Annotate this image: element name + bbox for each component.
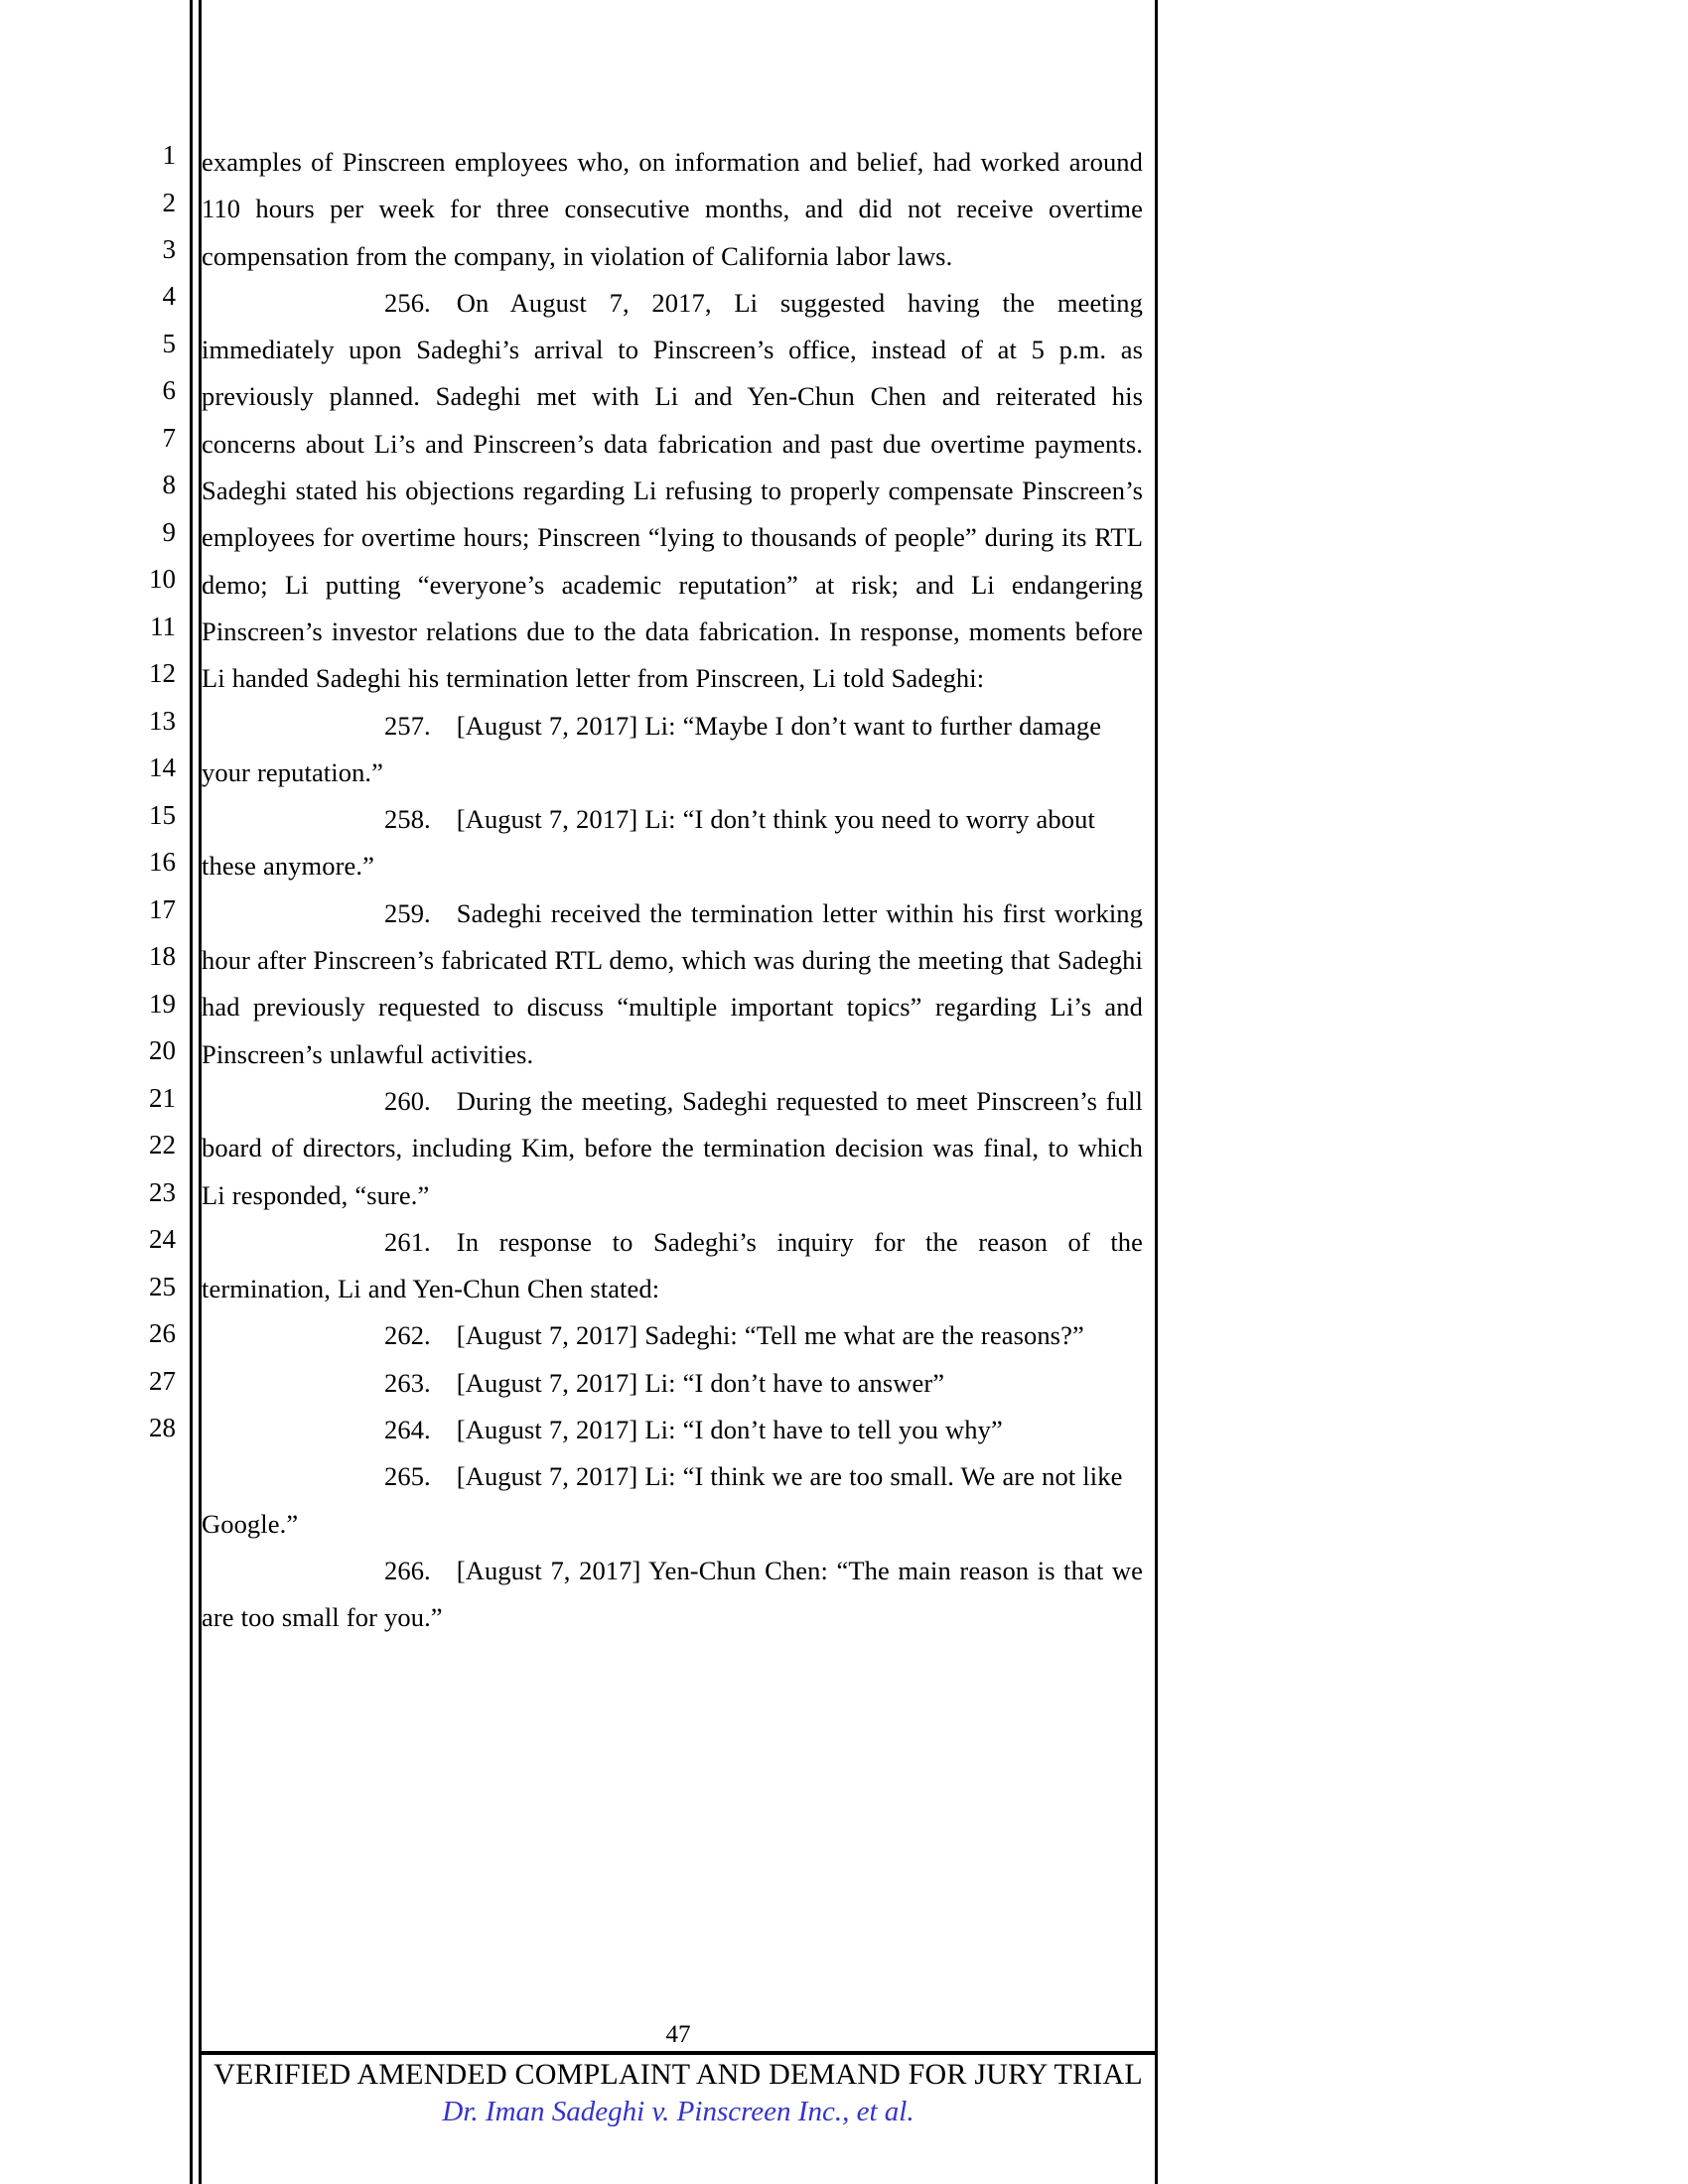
line-number: 19 (149, 989, 176, 1019)
line-number: 23 (149, 1177, 176, 1207)
page-number: 47 (665, 2021, 691, 2048)
paragraph-262 (202, 1312, 1143, 1359)
footer-case-caption: Dr. Iman Sadeghi v. Pinscreen Inc., et al. (442, 2096, 914, 2127)
paragraph-259 (202, 890, 1143, 1078)
line-number: 26 (149, 1318, 176, 1348)
page-footer (202, 2021, 1155, 2129)
paragraph-text: [August 7, 2017] Sadeghi: “Tell me what are the reasons?” (456, 1320, 1084, 1351)
paragraph-text: examples of Pinscreen employees who, on information and belief, had worked around 110 hours per week for three consecutive months, and did not receive overtime compensation from the company, in violation of California labor laws. (202, 147, 1143, 271)
paragraph-265 (202, 1453, 1143, 1548)
paragraph-text: [August 7, 2017] Yen-Chun Chen: “The main reason is that we are too small for you.” (202, 1555, 1143, 1633)
line-number: 24 (149, 1224, 176, 1254)
line-number: 13 (149, 706, 176, 736)
line-number: 12 (149, 658, 176, 688)
line-number-gutter (0, 0, 190, 2184)
paragraph-number: 263. (384, 1367, 431, 1398)
line-number: 18 (149, 941, 176, 971)
paragraph-266 (202, 1548, 1143, 1642)
line-number: 15 (149, 800, 176, 830)
paragraph-261 (202, 1219, 1143, 1313)
line-number: 16 (149, 847, 176, 877)
paragraph-text: [August 7, 2017] Li: “I don’t have to answer” (456, 1367, 945, 1398)
paragraph-number: 262. (384, 1320, 431, 1351)
line-number: 25 (149, 1272, 176, 1301)
line-number: 27 (149, 1366, 176, 1396)
footer-document-title: VERIFIED AMENDED COMPLAINT AND DEMAND FOR JURY TRIAL (213, 2058, 1143, 2091)
paragraph-text: [August 7, 2017] Li: “Maybe I don’t want to further damage your reputation.” (202, 710, 1102, 787)
line-number: 20 (149, 1035, 176, 1065)
line-number: 5 (162, 329, 176, 358)
footer-divider (202, 2051, 1155, 2055)
line-number: 2 (162, 188, 176, 217)
paragraph-number: 258. (384, 804, 431, 835)
line-number: 10 (149, 564, 176, 594)
paragraph-257 (202, 703, 1143, 797)
line-number: 9 (162, 517, 176, 547)
line-number: 14 (149, 752, 176, 782)
paragraph-text: In response to Sadeghi’s inquiry for the reason of the termination, Li and Yen-Chun Chen stated: (202, 1226, 1143, 1304)
line-number: 4 (162, 281, 176, 311)
line-number: 28 (149, 1413, 176, 1442)
line-number: 11 (150, 612, 176, 641)
paragraph-264 (202, 1407, 1143, 1453)
paragraph-number: 264. (384, 1415, 431, 1445)
page-content (202, 0, 1155, 2184)
line-number: 6 (162, 375, 176, 405)
line-number: 3 (162, 234, 176, 264)
paragraph-number: 265. (384, 1461, 431, 1492)
paragraph-263 (202, 1360, 1143, 1407)
left-margin-rule-outer (190, 0, 193, 2184)
paragraph-number: 259. (384, 897, 431, 928)
line-number: 1 (162, 140, 176, 170)
paragraph-text: [August 7, 2017] Li: “I don’t think you need to worry about these anymore.” (202, 804, 1095, 882)
paragraph-text: Sadeghi received the termination letter within his first working hour after Pinscreen’s fabricated RTL demo, which was during the meeting that Sadeghi had previously requested to discuss “multiple important topics” regarding Li’s and Pinscreen’s unlawful activities. (202, 897, 1143, 1069)
paragraph-number: 261. (384, 1226, 431, 1257)
right-margin-rule (1155, 0, 1158, 2184)
line-number: 22 (149, 1130, 176, 1160)
line-number: 7 (162, 423, 176, 453)
paragraph-number: 266. (384, 1555, 431, 1585)
line-number: 17 (149, 894, 176, 924)
paragraph-continuation (202, 139, 1143, 280)
paragraph-text: [August 7, 2017] Li: “I think we are too small. We are not like Google.” (202, 1461, 1123, 1539)
paragraph-text: [August 7, 2017] Li: “I don’t have to tell you why” (456, 1415, 1003, 1445)
line-number: 21 (149, 1083, 176, 1113)
paragraph-256 (202, 280, 1143, 703)
paragraph-number: 256. (384, 287, 431, 318)
paragraph-260 (202, 1078, 1143, 1219)
body-text-block (202, 139, 1143, 1642)
paragraph-text: On August 7, 2017, Li suggested having the meeting immediately upon Sadeghi’s arrival to Pinscreen’s office, instead of at 5 p.m. as previously planned. Sadeghi met with Li and Yen-Chun Chen and reiterated his concerns about Li’s and Pinscreen’s data fabrication and past due overtime payments. Sadeghi stated his objections regarding Li refusing to properly compensate Pinscreen’s employees for overtime hours; Pinscreen “lying to thousands of people” during its RTL demo; Li putting “everyone’s academic reputation” at risk; and Li endangering Pinscreen’s investor relations due to the data fabrication. In response, moments before Li handed Sadeghi his termination letter from Pinscreen, Li told Sadeghi: (202, 287, 1143, 694)
paragraph-258 (202, 796, 1143, 890)
paragraph-number: 257. (384, 710, 431, 741)
line-number: 8 (162, 470, 176, 499)
paragraph-number: 260. (384, 1085, 431, 1116)
paragraph-text: During the meeting, Sadeghi requested to meet Pinscreen’s full board of directors, including Kim, before the termination decision was final, to which Li responded, “sure.” (202, 1085, 1143, 1210)
